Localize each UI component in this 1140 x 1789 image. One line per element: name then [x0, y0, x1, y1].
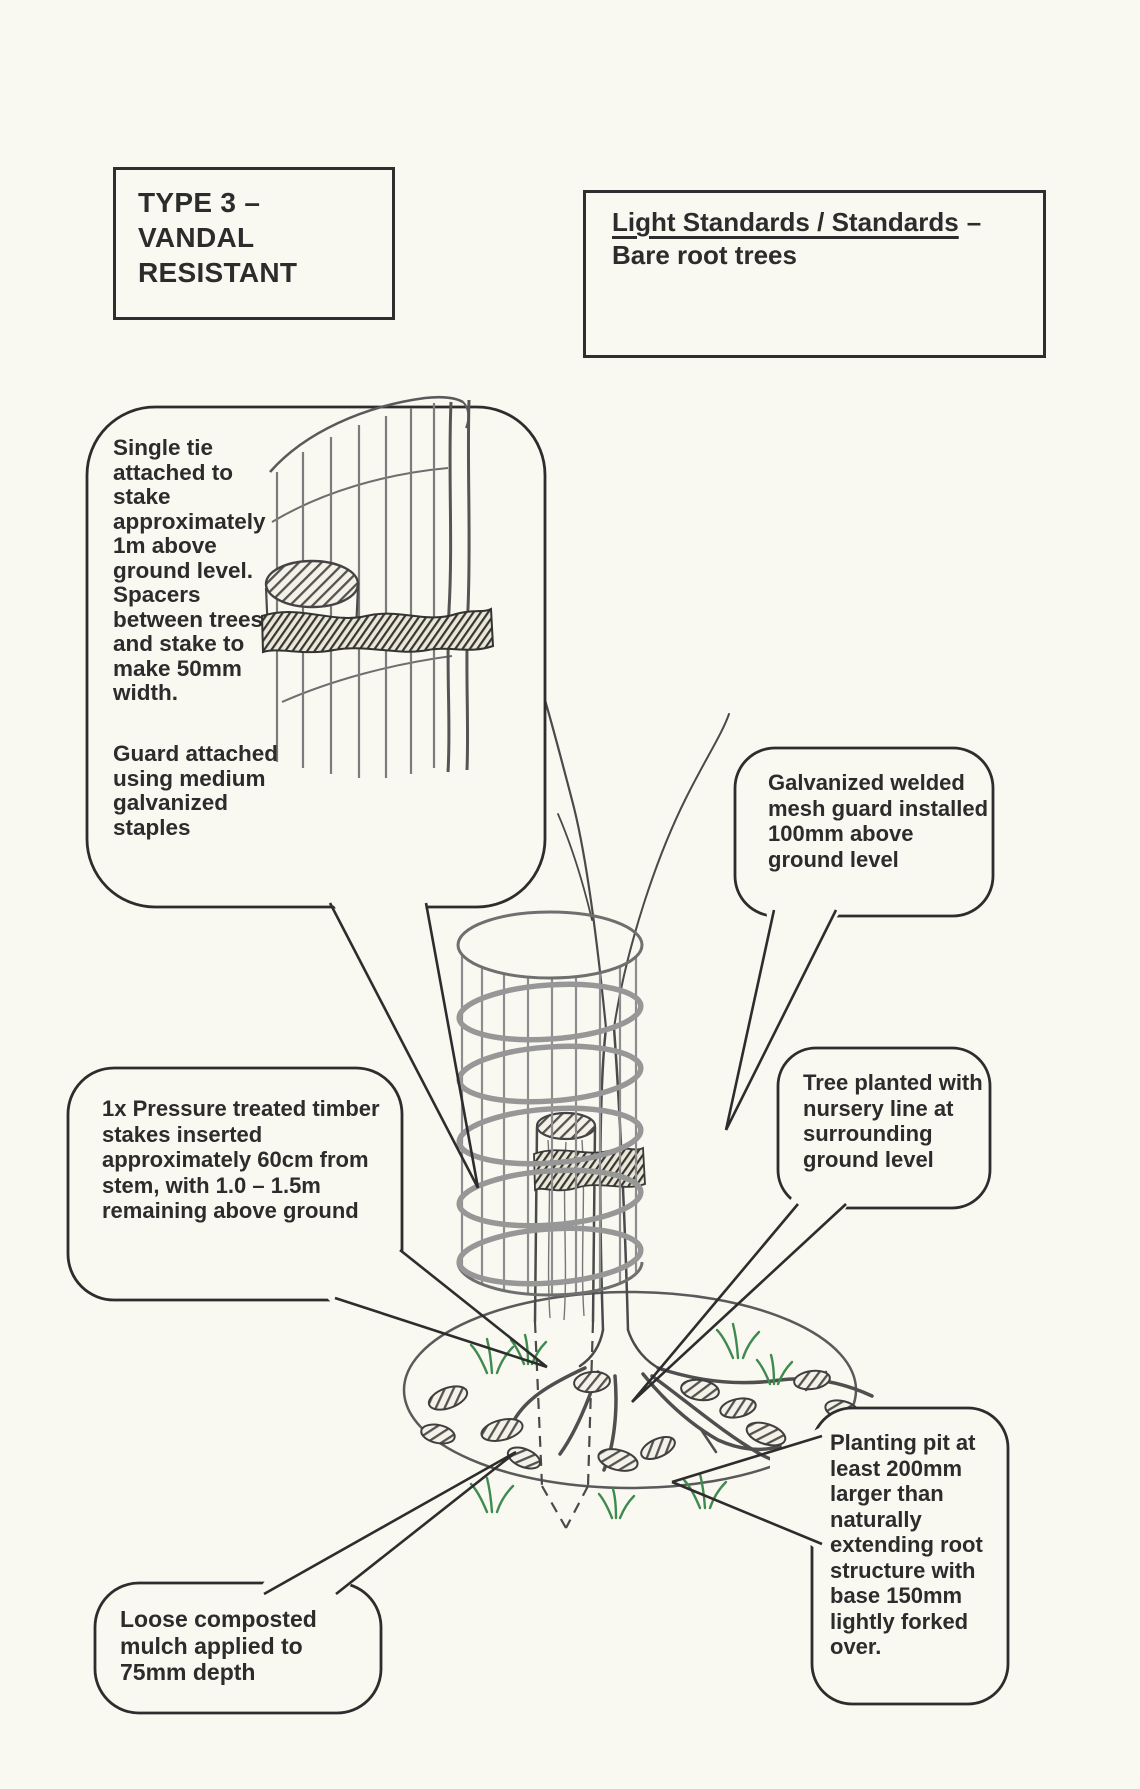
- callout-planting-pit-text: Planting pit at least 200mm larger than naturally extending root structure with base 150mm lightly forked over.: [830, 1430, 983, 1659]
- type-title-text: TYPE 3 – VANDAL RESISTANT: [138, 187, 298, 288]
- type-title-box: [113, 167, 395, 320]
- guard-top-rim: [458, 912, 642, 978]
- heading-line2: Bare root trees: [612, 240, 797, 270]
- callout-mulch-text: Loose composted mulch applied to 75mm depth: [120, 1606, 317, 1685]
- stake-top: [537, 1113, 595, 1139]
- heading-dash: –: [966, 207, 982, 237]
- branch: [614, 714, 729, 1028]
- heading-box: [583, 190, 1046, 358]
- leader-mulch: [264, 1452, 516, 1594]
- callout-timber-stake-text: 1x Pressure treated timber stakes inserted approximately 60cm from stem, with 1.0 – 1.5m remaining above ground: [102, 1096, 380, 1223]
- callout-nursery-line-text: Tree planted with nursery line at surrounding ground level: [803, 1070, 983, 1172]
- heading-line1: [612, 206, 1043, 239]
- stake-below-ground: [535, 1322, 593, 1528]
- heading-underlined: Light Standards / Standards: [612, 207, 959, 237]
- detail-tie-band: [262, 609, 493, 652]
- callout-mesh-guard-text: Galvanized welded mesh guard installed 100mm above ground level: [768, 770, 989, 872]
- callout-single-tie-text: Single tie attached to stake approximately 1m above ground level. Spacers between trees and stake to make 50mm width.: [113, 435, 266, 705]
- callout-guard-staples-text: Guard attached using medium galvanized staples: [113, 741, 279, 840]
